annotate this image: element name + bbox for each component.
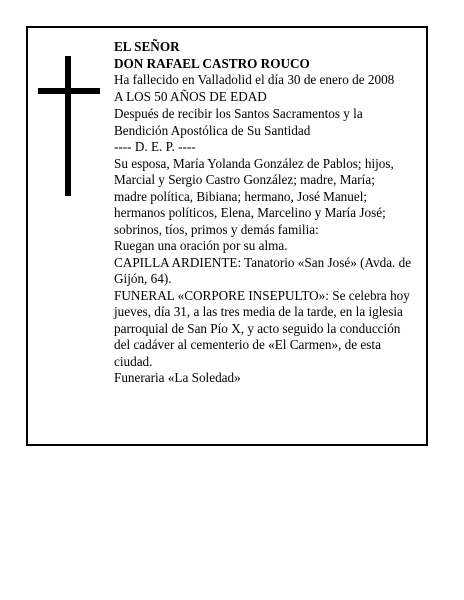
cross-vertical-bar bbox=[65, 56, 71, 196]
obituary-text bbox=[114, 39, 432, 387]
chapel-line: CAPILLA ARDIENTE: Tanatorio «San José» (Avda. de bbox=[114, 254, 412, 270]
cross-horizontal-bar bbox=[38, 88, 100, 94]
chapel-line: Gijón, 64). bbox=[114, 271, 172, 286]
death-line: Ha fallecido en Valladolid el día 30 de enero de 2008 bbox=[114, 72, 395, 87]
family-line: madre política, Bibiana; hermano, José Manuel; bbox=[114, 188, 368, 204]
deceased-name: DON RAFAEL CASTRO ROUCO bbox=[114, 55, 310, 71]
family-line: hermanos políticos, Elena, Marcelino y María José; bbox=[114, 205, 386, 220]
sacraments-line: Después de recibir los Santos Sacramentos y la bbox=[114, 106, 363, 121]
funeral-line: jueves, día 31, a las tres media de la tarde, en la iglesia bbox=[114, 304, 403, 319]
prayer-line: Ruegan una oración por su alma. bbox=[114, 238, 288, 253]
funeral-line: parroquial de San Pío X, y acto seguido la conducción bbox=[114, 320, 401, 336]
funeral-line: FUNERAL «CORPORE INSEPULTO»: Se celebra hoy bbox=[114, 287, 410, 303]
family-line: Su esposa, María Yolanda González de Pablos; hijos, bbox=[114, 155, 394, 171]
age-line: A LOS 50 AÑOS DE EDAD bbox=[114, 88, 267, 104]
notice-title: EL SEÑOR bbox=[114, 39, 180, 54]
family-line: sobrinos, tíos, primos y demás familia: bbox=[114, 221, 319, 237]
family-line: Marcial y Sergio Castro González; madre, María; bbox=[114, 172, 375, 187]
funeral-line: del cadáver al cementerio de «El Carmen», de esta bbox=[114, 337, 381, 352]
funeral-home-line: Funeraria «La Soledad» bbox=[114, 370, 241, 385]
dep-line: ---- D. E. P. ---- bbox=[114, 139, 196, 154]
funeral-line: ciudad. bbox=[114, 353, 153, 369]
sacraments-line: Bendición Apostólica de Su Santidad bbox=[114, 122, 311, 138]
latin-cross-icon bbox=[38, 56, 100, 196]
